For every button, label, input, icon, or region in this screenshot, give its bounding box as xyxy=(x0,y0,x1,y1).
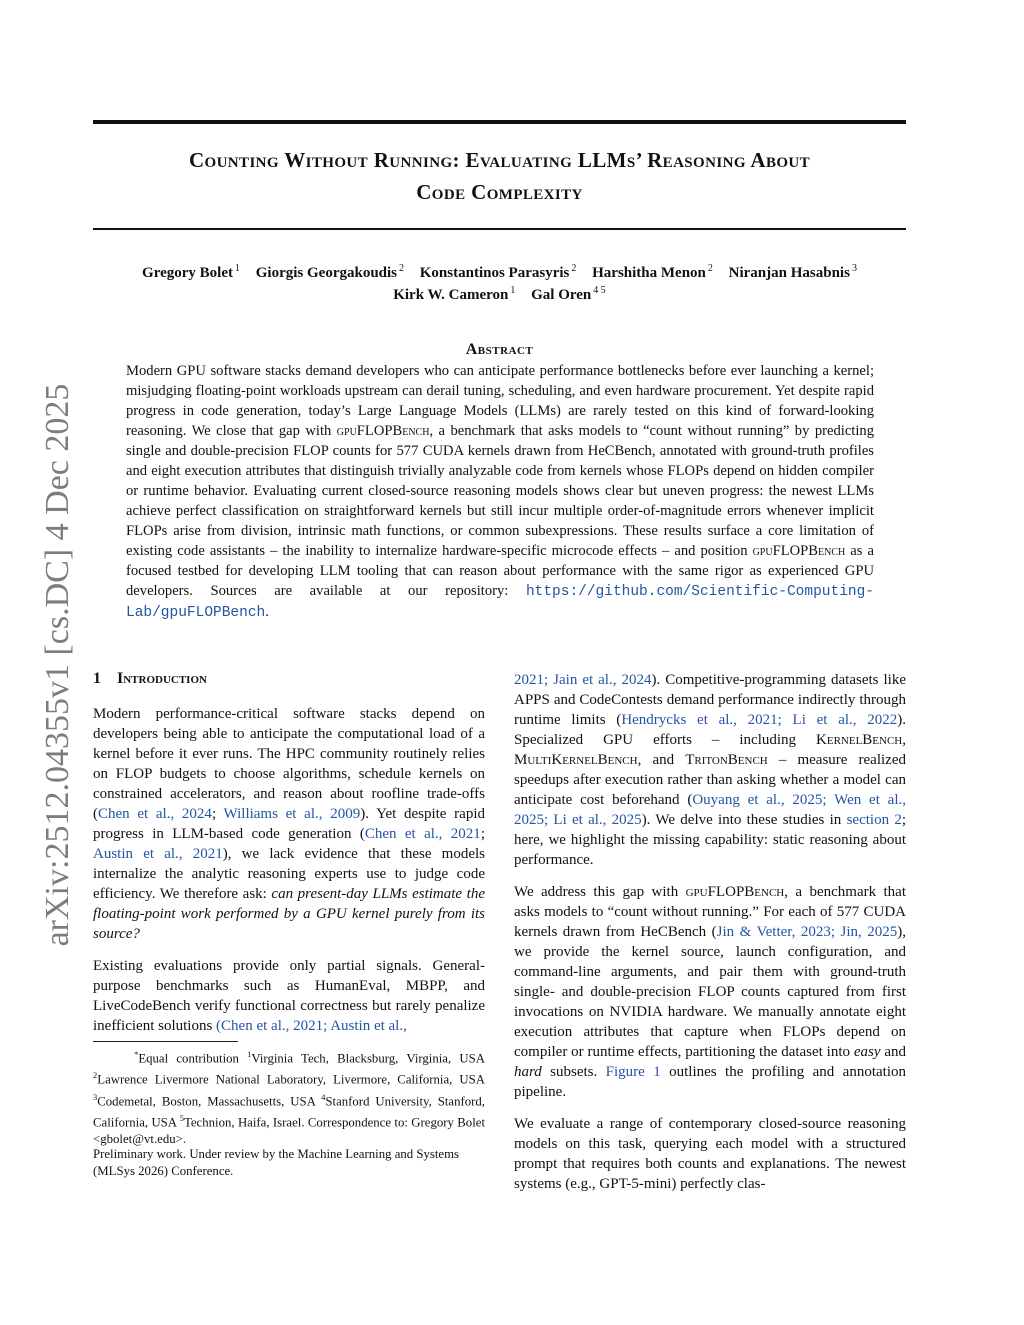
paragraph: We address this gap with gpuFLOPBench, a benchmark that asks models to “count without running.” For each of 577 CUDA kernels drawn from HeCBench (Jin & Vetter, 2023; Jin, 2025), we provide the kernel source, launch configuration, and command-line arguments, and pair them with ground-truth single- and double-precision FLOP counts captured from first invocations on NVIDIA hardware. We manually annotate eight execution attributes that capture when FLOPs depend on compiler or runtime effects, partitioning the dataset into easy and hard subsets. Figure 1 outlines the profiling and annotation pipeline. xyxy=(514,884,906,1100)
benchmark-name: gpuFLOPBench xyxy=(752,543,846,559)
abstract-heading: Abstract xyxy=(465,341,534,358)
title-rule-top xyxy=(93,120,906,124)
paragraph: We evaluate a range of contemporary closed-source reasoning models on this task, querying each model with a structured prompt that requires both counts and explanations. The newest systems (e.g., GPT-5-mini) perfectly clas- xyxy=(514,1116,906,1192)
citation-link[interactable]: Williams et al., 2009 xyxy=(223,806,361,822)
paragraph: Modern performance-critical software stacks depend on developers being able to anticipate the computational load of a kernel before it ever runs. The HPC community routinely relies on FLOP budgets to choose algorithms, schedule kernels on constrained accelerators, and reason about roofline trade-offs (Chen et al., 2024; Williams et al., 2009). Yet despite rapid progress in LLM-based code generation (Chen et al., 2021; Austin et al., 2021), we lack evidence that these models internalize the analytic reasoning experts use to judge code efficiency. We therefore ask: can present-day LLMs estimate the floating-point work performed by a GPU kernel purely from its source? xyxy=(93,706,485,942)
citation-link[interactable]: Jin & Vetter, 2023; Jin, 2025 xyxy=(716,924,898,940)
citation-link[interactable]: Chen et al., 2021 xyxy=(364,826,481,842)
author: Konstantinos Parasyris $^2$ xyxy=(419,263,577,281)
author: Niranjan Hasabnis $^3$ xyxy=(728,263,857,281)
author: Harshitha Menon $^2$ xyxy=(592,263,713,281)
citation-link[interactable]: Chen et al., 2024 xyxy=(98,806,212,822)
research-question: can present-day LLMs estimate the floating-point work performed by a GPU kernel purely from its source? xyxy=(93,886,485,942)
figure-link[interactable]: Figure 1 xyxy=(605,1064,661,1080)
author: Giorgis Georgakoudis $^2$ xyxy=(255,263,405,281)
benchmark-name: TritonBench xyxy=(685,752,768,768)
citation-link[interactable]: (Chen et al., 2021; Austin et al., xyxy=(216,1018,407,1034)
paragraph: 2021; Jain et al., 2024). Competitive-programming datasets like APPS and CodeContests demand performance indirectly through runtime limits (Hendrycks et al., 2021; Li et al., 2022). Specialized GPU efforts – including KernelBench, MultiKernelBench, and TritonBench – measure realized speedups after execution rather than asking whether a model can anticipate cost beforehand (Ouyang et al., 2025; Wen et al., 2025; Li et al., 2025). We delve into these studies in section 2; here, we highlight the missing capability: static reasoning about performance. xyxy=(514,672,907,868)
author-list-line-1 xyxy=(93,263,906,282)
repository-link[interactable]: https://github.com/Scientific-Computing-Lab/gpuFLOPBench xyxy=(126,584,874,621)
citation-link[interactable]: Hendrycks et al., 2021; Li et al., 2022 xyxy=(621,712,898,728)
left-column xyxy=(93,704,485,1048)
footnote-rule xyxy=(93,1041,238,1042)
author-list-line-2 xyxy=(93,285,906,304)
section-heading-introduction: 1 Introduction xyxy=(93,670,207,687)
paragraph: Existing evaluations provide only partial signals. General-purpose benchmarks such as HumanEval, MBPP, and LiveCodeBench verify functional correctness but rarely penalize inefficient solutions (Chen et al., 2021; Austin et al., xyxy=(93,958,485,1034)
right-column xyxy=(514,670,906,1206)
paper-title-line-2: Code Complexity xyxy=(416,180,583,204)
preliminary-notice: Preliminary work. Under review by the Machine Learning and Systems (MLSys 2026) Conference. xyxy=(93,1147,460,1178)
citation-link[interactable]: 2021; Jain et al., 2024 xyxy=(514,672,652,688)
paper-title-line-1: Counting Without Running: Evaluating LLMs’ Reasoning About xyxy=(188,148,811,172)
arxiv-identifier: arXiv:2512.04355v1 [cs.DC] 4 Dec 2025 xyxy=(39,383,76,947)
abstract-text: Modern GPU software stacks demand developers who can anticipate performance bottlenecks before ever launching a kernel; misjudging floating-point workloads upstream can derail tuning, scheduling, and even hardware procurement. Yet despite rapid progress in code generation, today’s Large Language Models (LLMs) are rarely tested on this kind of forward-looking reasoning. We close that gap with gpuFLOPBench, a benchmark that asks models to “count without running” by predicting single and double-precision FLOP counts for 577 CUDA kernels drawn from HeCBench, annotated with ground-truth profiles and eight execution attributes that distinguish trivially analyzable code from kernels whose FLOPs depend on hidden compiler or runtime behavior. Evaluating current closed-source reasoning models shows clear but uneven progress: the newest LLMs achieve perfect classification on straightforward kernels but still incur multiple order-of-magnitude errors whenever implicit FLOPs arise from division, intrinsic math functions, or common subexpressions. These results surface a core limitation of existing code assistants – the inability to internalize hardware-specific microcode effects – and position gpuFLOPBench as a focused testbed for developing LLM tooling that can reason about performance with the same rigor as experienced GPU developers. Sources are available at our repository: https://github.com/Scientific-Computing-Lab/gpuFLOPBench. xyxy=(126,363,875,621)
benchmark-name: gpuFLOPBench xyxy=(336,423,430,439)
citation-link[interactable]: Ouyang et al., 2025; Wen et al., 2025; Li et al., 2025 xyxy=(514,792,906,828)
author: Gregory Bolet $^1$ xyxy=(142,263,240,281)
citation-link[interactable]: Austin et al., 2021 xyxy=(93,846,223,862)
section-link[interactable]: section 2 xyxy=(846,812,902,828)
benchmark-name: MultiKernelBench xyxy=(514,752,638,768)
footnotes: *Equal contribution $^1$Virginia Tech, Blacksburg, Virginia, USA $^2$Lawrence Livermore National Laboratory, Livermore, California, USA $^3$Codemetal, Boston, Massachusetts, USA $^4$Stanford University, Stanford, California, USA $^5$Technion, Haifa, Israel. Correspondence to: Gregory Bolet <gbolet@vt.edu>. xyxy=(93,1049,486,1147)
benchmark-name: gpuFLOPBench xyxy=(685,884,785,900)
title-rule-bottom xyxy=(93,228,906,230)
author: Kirk W. Cameron $^1$ xyxy=(393,285,516,303)
benchmark-name: KernelBench xyxy=(816,732,903,748)
author: Gal Oren $^{4 5}$ xyxy=(531,285,606,303)
